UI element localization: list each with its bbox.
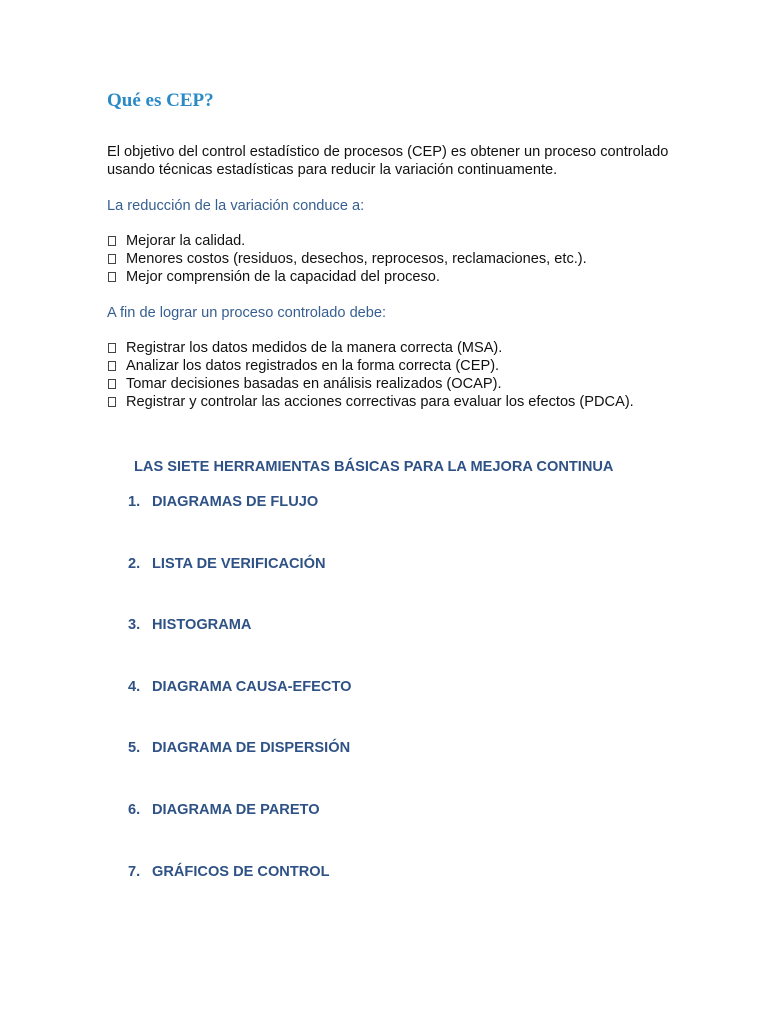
checkbox-icon — [108, 343, 116, 353]
tool-item — [128, 494, 351, 556]
tool-number: 4. — [128, 678, 141, 695]
list-item: Analizar los datos registrados en la forma correcta (CEP). — [107, 357, 727, 375]
controlled-heading: A fin de lograr un proceso controlado debe: — [107, 305, 387, 321]
tool-item — [128, 740, 351, 802]
tool-number: 5. — [128, 740, 141, 757]
list-item: Registrar y controlar las acciones correctivas para evaluar los efectos (PDCA). — [107, 393, 727, 411]
page-title: Qué es CEP? — [107, 90, 214, 111]
list-item: Registrar los datos medidos de la manera correcta (MSA). — [107, 339, 727, 357]
tool-number: 1. — [128, 494, 141, 510]
list-item: Menores costos (residuos, desechos, reprocesos, reclamaciones, etc.). — [107, 250, 727, 268]
tool-number: 6. — [128, 801, 141, 818]
tool-number: 7. — [128, 863, 141, 880]
tool-item — [128, 802, 351, 864]
controlled-list — [107, 339, 727, 411]
checkbox-icon — [108, 254, 116, 264]
list-item: Tomar decisiones basadas en análisis realizados (OCAP). — [107, 375, 727, 393]
tool-label: GRÁFICOS DE CONTROL — [152, 863, 330, 880]
tool-item — [128, 679, 351, 741]
reduction-heading: La reducción de la variación conduce a: — [107, 198, 365, 214]
tool-label: LISTA DE VERIFICACIÓN — [152, 555, 326, 572]
checkbox-icon — [108, 379, 116, 389]
checkbox-icon — [108, 272, 116, 282]
tool-number: 2. — [128, 555, 141, 572]
tool-label: DIAGRAMA DE DISPERSIÓN — [152, 740, 351, 757]
tool-label: DIAGRAMA CAUSA-EFECTO — [152, 678, 352, 695]
tool-label: HISTOGRAMA — [152, 617, 252, 634]
reduction-list — [107, 232, 727, 286]
list-item: Mejorar la calidad. — [107, 232, 727, 250]
intro-paragraph: El objetivo del control estadístico de procesos (CEP) es obtener un proceso controlado usando técnicas estadísticas para reducir la variación continuamente. — [107, 144, 669, 178]
list-item: Mejor comprensión de la capacidad del proceso. — [107, 268, 727, 286]
tool-label: DIAGRAMA DE PARETO — [152, 801, 320, 818]
tool-item — [128, 617, 351, 679]
tools-list — [128, 494, 351, 925]
tool-item — [128, 864, 351, 926]
checkbox-icon — [108, 397, 116, 407]
tool-item — [128, 556, 351, 618]
checkbox-icon — [108, 236, 116, 246]
tool-number: 3. — [128, 617, 141, 634]
tool-label: DIAGRAMAS DE FLUJO — [152, 494, 319, 510]
checkbox-icon — [108, 361, 116, 371]
tools-heading: LAS SIETE HERRAMIENTAS BÁSICAS PARA LA MEJORA CONTINUA — [134, 459, 614, 475]
